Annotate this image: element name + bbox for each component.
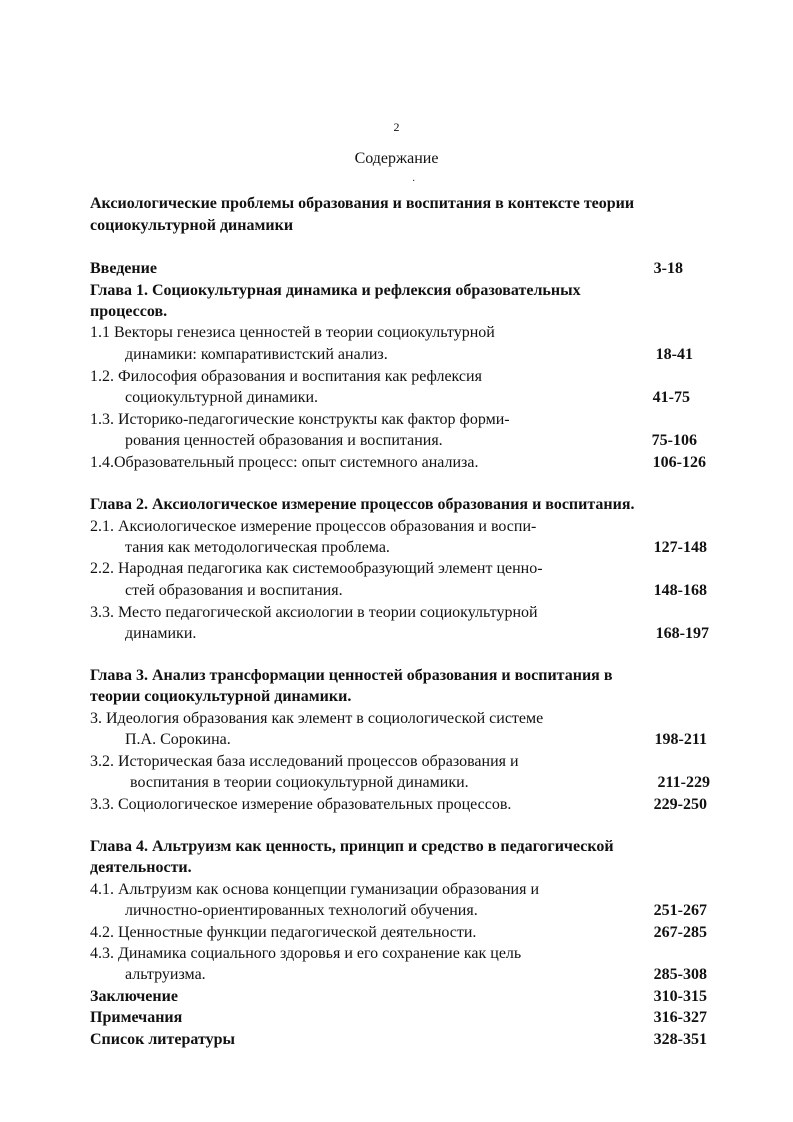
toc-entry-2-3-line-1: 3.3. Место педагогической аксиологии в теории социокультурной [90,604,538,621]
toc-entry-1-2-pages: 41-75 [652,389,690,406]
page-number: 2 [393,120,400,134]
toc-entry-1-1-line-2: динамики: компаративистский анализ. [125,346,388,363]
chapter-1-title-line-2: процессов. [90,303,168,320]
toc-entry-2-1-line-2: тания как методологическая проблема. [125,539,390,556]
toc-entry-4-3-line-1: 4.3. Динамика социального здоровья и его сохранение как цель [90,945,522,962]
toc-entry-3-2-pages: 211-229 [657,774,710,791]
toc-entry-3-2-line-2: воспитания в теории социокультурной динамики. [130,774,469,791]
conclusion-label: Заключение [90,988,178,1005]
toc-entry-1-3-line-1: 1.3. Историко-педагогические конструкты как фактор форми- [90,411,510,428]
toc-entry-1-1-pages: 18-41 [655,346,693,363]
toc-entry-1-3-line-2: рования ценностей образования и воспитания. [125,432,443,449]
bibliography-pages: 328-351 [653,1031,707,1048]
toc-entry-2-1-pages: 127-148 [653,539,707,556]
toc-entry-1-4-pages: 106-126 [652,454,706,471]
toc-entry-4-1-pages: 251-267 [653,902,707,919]
scan-dot: · [412,176,416,187]
toc-entry-3-1-pages: 198-211 [654,731,707,748]
toc-entry-4-1-line-2: личностно-ориентированных технологий обучения. [125,902,478,919]
toc-entry-2-2-line-2: стей образования и воспитания. [125,582,343,599]
toc-entry-3-1-line-1: 3. Идеология образования как элемент в социологической системе [90,710,544,727]
toc-entry-4-2-pages: 267-285 [653,924,707,941]
chapter-4-title-line-1: Глава 4. Альтруизм как ценность, принцип и средство в педагогической [90,838,614,855]
toc-entry-3-1-line-2: П.А. Сорокина. [125,731,231,748]
toc-entry-2-3-line-2: динамики. [125,625,197,642]
toc-entry-4-3-pages: 285-308 [653,966,707,983]
chapter-3-title-line-1: Глава 3. Анализ трансформации ценностей образования и воспитания в [90,667,613,684]
chapter-2-title: Глава 2. Аксиологическое измерение процессов образования и воспитания. [90,496,635,513]
toc-entry-4-3-line-2: альтруизма. [125,966,206,983]
toc-entry-4-2-line-1: 4.2. Ценностные функции педагогической деятельности. [90,924,477,941]
toc-entry-3-3-line-1: 3.3. Социологическое измерение образовательных процессов. [90,796,512,813]
toc-entry-2-2-pages: 148-168 [653,582,707,599]
toc-entry-2-2-line-1: 2.2. Народная педагогика как системообразующий элемент ценно- [90,560,543,577]
toc-entry-2-3-pages: 168-197 [655,625,709,642]
main-title-line-2: социокультурной динамики [90,217,294,234]
toc-entry-1-2-line-1: 1.2. Философия образования и воспитания как рефлексия [90,368,482,385]
toc-entry-1-2-line-2: социокультурной динамики. [125,389,319,406]
page-title: Содержание [354,150,439,167]
chapter-3-title-line-2: теории социокультурной динамики. [90,688,352,705]
chapter-1-title-line-1: Глава 1. Социокультурная динамика и рефлексия образовательных [90,282,581,299]
main-title-line-1: Аксиологические проблемы образования и воспитания в контексте теории [90,195,635,212]
toc-entry-3-2-line-1: 3.2. Историческая база исследований процессов образования и [90,753,519,770]
toc-entry-1-3-pages: 75-106 [651,432,697,449]
toc-entry-1-4-line-1: 1.4.Образовательный процесс: опыт системного анализа. [90,454,479,471]
bibliography-label: Список литературы [90,1031,235,1048]
chapter-4-title-line-2: деятельности. [90,859,192,876]
intro-pages: 3-18 [653,260,683,277]
conclusion-pages: 310-315 [653,988,707,1005]
toc-entry-4-1-line-1: 4.1. Альтруизм как основа концепции гуманизации образования и [90,881,539,898]
toc-entry-2-1-line-1: 2.1. Аксиологическое измерение процессов образования и воспи- [90,518,537,535]
notes-pages: 316-327 [653,1009,707,1026]
toc-entry-1-1-line-1: 1.1 Векторы генезиса ценностей в теории социокультурной [90,324,495,341]
intro-label: Введение [90,260,157,277]
notes-label: Примечания [90,1009,183,1026]
toc-entry-3-3-pages: 229-250 [653,796,707,813]
